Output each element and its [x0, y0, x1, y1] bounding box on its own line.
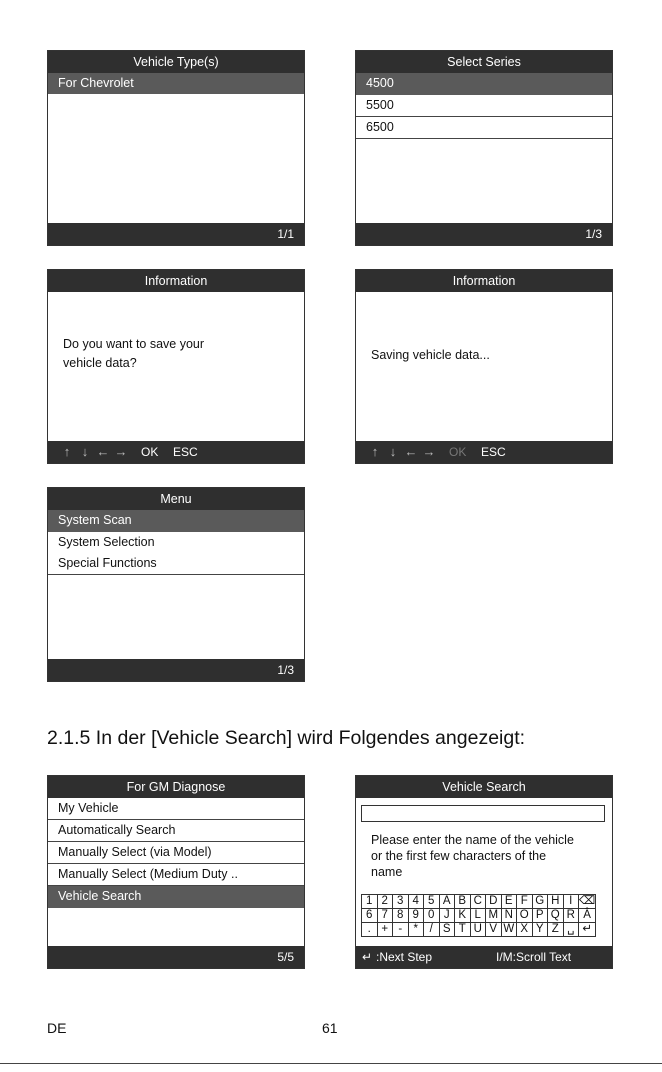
screen-footer: [356, 946, 612, 968]
section-heading: 2.1.5 In der [Vehicle Search] wird Folgendes angezeigt:: [47, 727, 526, 749]
menu-item[interactable]: System Scan: [48, 510, 304, 532]
esc-button[interactable]: ESC: [481, 445, 506, 459]
vehicle-type-screen: [47, 50, 305, 246]
keyboard-row: [362, 895, 596, 909]
keyboard-key[interactable]: 7: [377, 909, 393, 923]
message-text: [371, 346, 490, 365]
arrow-up-icon: ↑: [63, 444, 71, 459]
keyboard-key[interactable]: 5: [424, 895, 440, 909]
keyboard-key[interactable]: F: [517, 895, 533, 909]
page-indicator: 1/3: [585, 227, 602, 241]
screen-footer: [356, 223, 612, 245]
keyboard-key[interactable]: ⌫: [579, 895, 596, 907]
screen-title: Menu: [48, 488, 304, 510]
screen-footer: [356, 441, 612, 463]
scroll-text-hint: I/M:Scroll Text: [496, 950, 572, 964]
menu-item[interactable]: Manually Select (Medium Duty ..: [48, 864, 304, 886]
arrow-left-icon: ←: [404, 444, 418, 459]
keyboard-key[interactable]: W: [501, 923, 517, 937]
keyboard-key[interactable]: B: [455, 895, 471, 909]
arrow-right-icon: →: [114, 444, 128, 459]
keyboard-key[interactable]: Q: [548, 909, 564, 923]
keyboard-key[interactable]: M: [486, 909, 502, 923]
nav-arrows: [368, 441, 436, 463]
keyboard-key[interactable]: N: [501, 909, 517, 923]
list-item[interactable]: For Chevrolet: [48, 73, 304, 94]
screen-title: Vehicle Type(s): [48, 51, 304, 73]
menu-item[interactable]: Special Functions: [48, 553, 304, 575]
keyboard-key[interactable]: 6: [362, 909, 378, 923]
keyboard-row: [362, 909, 596, 923]
page-number: 61: [322, 1020, 338, 1036]
menu-screen: [47, 487, 305, 682]
keyboard-key[interactable]: P: [532, 909, 548, 923]
keyboard-key[interactable]: 0: [424, 909, 440, 923]
arrow-down-icon: ↓: [389, 444, 397, 459]
arrow-down-icon: ↓: [81, 444, 89, 459]
keyboard-key[interactable]: E: [501, 895, 517, 909]
screen-title: Information: [48, 270, 304, 292]
screen-title: For GM Diagnose: [48, 776, 304, 798]
keyboard-key[interactable]: .: [362, 923, 378, 937]
nav-arrows: [60, 441, 128, 463]
list-item[interactable]: 4500: [356, 73, 612, 95]
keyboard-key[interactable]: O: [517, 909, 533, 923]
esc-button[interactable]: ESC: [173, 445, 198, 459]
screen-footer: [48, 946, 304, 968]
keyboard-key[interactable]: -: [393, 923, 409, 937]
keyboard-key[interactable]: Y: [532, 923, 548, 937]
keyboard-key[interactable]: U: [470, 923, 486, 937]
keyboard-key[interactable]: *: [408, 923, 424, 937]
keyboard-key[interactable]: +: [377, 923, 393, 937]
keyboard-key[interactable]: T: [455, 923, 471, 937]
screen-title: Information: [356, 270, 612, 292]
keyboard-key[interactable]: C: [470, 895, 486, 909]
search-input[interactable]: [361, 805, 605, 822]
menu-item[interactable]: System Selection: [58, 535, 155, 549]
keyboard-key[interactable]: D: [486, 895, 502, 909]
page-indicator: 1/3: [277, 663, 294, 677]
prompt-text: [371, 832, 574, 880]
keyboard-key[interactable]: 8: [393, 909, 409, 923]
screen-title: Vehicle Search: [356, 776, 612, 798]
language-code: DE: [47, 1020, 67, 1036]
keyboard-key[interactable]: Â: [579, 909, 596, 923]
menu-item[interactable]: Manually Select (via Model): [48, 842, 304, 864]
screen-footer: [48, 441, 304, 463]
message-text: [63, 335, 204, 373]
keyboard-key[interactable]: R: [563, 909, 579, 923]
ok-button[interactable]: OK: [141, 445, 159, 459]
keyboard-key[interactable]: S: [439, 923, 455, 937]
next-step-hint: :Next Step: [376, 950, 433, 964]
keyboard-key[interactable]: ↵: [579, 923, 596, 937]
screen-title: Select Series: [356, 51, 612, 73]
vehicle-search-screen: [355, 775, 613, 969]
list-item[interactable]: 6500: [356, 117, 612, 139]
prompt-line: Please enter the name of the vehicle: [371, 833, 574, 847]
message-line: vehicle data?: [63, 356, 137, 370]
on-screen-keyboard: [361, 894, 596, 937]
enter-icon: ↵: [362, 950, 373, 964]
menu-item[interactable]: Automatically Search: [48, 820, 304, 842]
keyboard-key[interactable]: X: [517, 923, 533, 937]
keyboard-key[interactable]: 4: [408, 895, 424, 909]
message-line: Do you want to save your: [63, 337, 205, 351]
keyboard-key[interactable]: H: [548, 895, 564, 909]
keyboard-key[interactable]: I: [563, 895, 579, 909]
list-item[interactable]: 5500: [356, 95, 612, 117]
prompt-line: or the first few characters of the: [371, 849, 547, 863]
arrow-left-icon: ←: [96, 444, 110, 459]
prompt-line: name: [371, 865, 403, 879]
keyboard-key[interactable]: J: [439, 909, 455, 923]
keyboard-key[interactable]: /: [424, 923, 440, 937]
keyboard-key[interactable]: L: [470, 909, 486, 923]
info-save-screen: [47, 269, 305, 464]
footer-rule: [0, 1063, 662, 1064]
page-indicator: 1/1: [277, 227, 294, 241]
keyboard-key[interactable]: 9: [408, 909, 424, 923]
keyboard-key[interactable]: V: [486, 923, 502, 937]
message-line: Saving vehicle data...: [371, 348, 490, 362]
keyboard-key[interactable]: 2: [377, 895, 393, 909]
keyboard-key[interactable]: G: [532, 895, 548, 909]
keyboard-row: [362, 923, 596, 937]
menu-item[interactable]: My Vehicle: [48, 798, 304, 820]
keyboard-key[interactable]: A: [439, 895, 455, 909]
menu-item[interactable]: Vehicle Search: [48, 886, 304, 908]
keyboard-key[interactable]: Z: [548, 923, 564, 937]
keyboard-key[interactable]: 1: [362, 895, 378, 909]
keyboard-key[interactable]: 3: [393, 895, 409, 909]
info-saving-screen: [355, 269, 613, 464]
arrow-right-icon: →: [422, 444, 436, 459]
keyboard-key[interactable]: ␣: [563, 923, 579, 937]
screen-footer: [48, 223, 304, 245]
page-indicator: 5/5: [277, 950, 294, 964]
gm-diagnose-screen: [47, 775, 305, 969]
keyboard-key[interactable]: K: [455, 909, 471, 923]
ok-button: OK: [449, 445, 467, 459]
select-series-screen: [355, 50, 613, 246]
screen-footer: [48, 659, 304, 681]
arrow-up-icon: ↑: [371, 444, 379, 459]
